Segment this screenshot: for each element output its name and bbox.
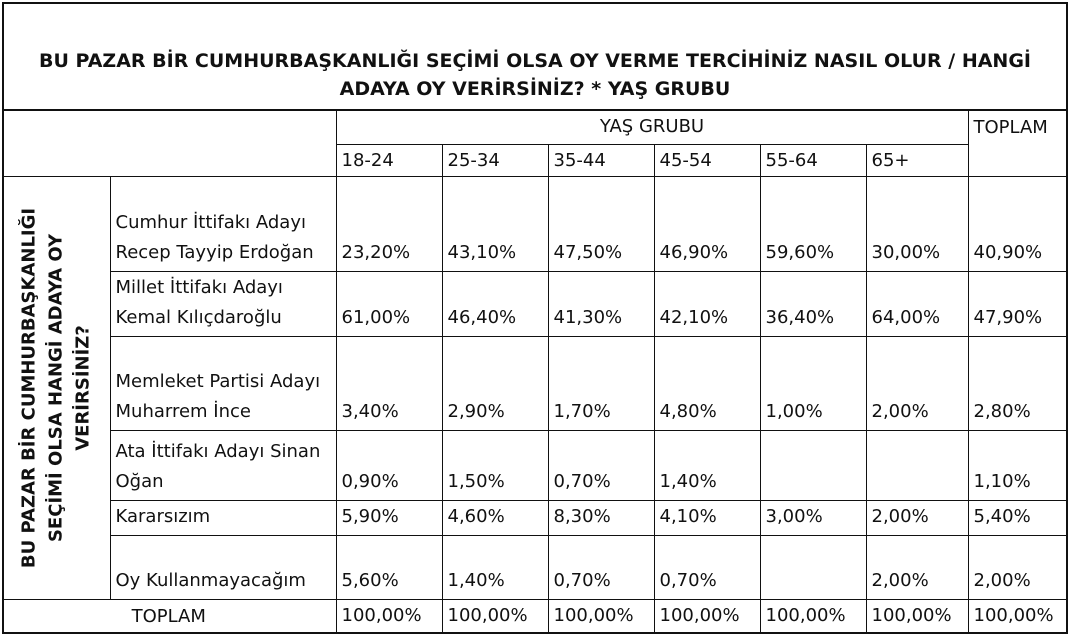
cell-value: 64,00% [866, 271, 968, 336]
age-group-header: YAŞ GRUBU [336, 111, 968, 144]
grand-total: 100,00% [968, 600, 1068, 634]
cell-value: 59,60% [760, 177, 866, 271]
cell-value: 46,90% [654, 177, 760, 271]
row-label: Memleket Partisi Adayı Muharrem İnce [110, 336, 336, 430]
cell-value: 1,40% [654, 431, 760, 501]
table-row [2, 177, 1068, 271]
title-line-1: BU PAZAR BİR CUMHURBAŞKANLIĞI SEÇİMİ OLSA OY VERME TERCİHİNİZ NASIL OLUR / HANGİ [39, 50, 1031, 72]
cell-value: 42,10% [654, 271, 760, 336]
cell-value: 47,50% [548, 177, 654, 271]
table-title [2, 2, 1068, 111]
header-row-1 [2, 111, 1068, 144]
age-header: 25-34 [442, 144, 548, 176]
total-row [2, 600, 1068, 634]
cell-value: 0,70% [548, 431, 654, 501]
row-total: 2,00% [968, 535, 1068, 600]
table-row [2, 336, 1068, 430]
cell-value: 8,30% [548, 501, 654, 535]
row-total: 2,80% [968, 336, 1068, 430]
total-row-label: TOPLAM [2, 600, 336, 634]
cell-value: 1,40% [442, 535, 548, 600]
cell-value [760, 431, 866, 501]
cell-value: 2,00% [866, 535, 968, 600]
title-line-2: ADAYA OY VERİRSİNİZ? * YAŞ GRUBU [339, 78, 731, 100]
cell-value: 2,00% [866, 336, 968, 430]
cell-value: 5,60% [336, 535, 442, 600]
row-total: 1,10% [968, 431, 1068, 501]
age-header: 18-24 [336, 144, 442, 176]
cell-value: 3,40% [336, 336, 442, 430]
age-header: 65+ [866, 144, 968, 176]
total-cell: 100,00% [442, 600, 548, 634]
row-group-label-cell [2, 177, 110, 600]
total-cell: 100,00% [336, 600, 442, 634]
row-label: Kararsızım [110, 501, 336, 535]
cell-value: 5,90% [336, 501, 442, 535]
row-total: 5,40% [968, 501, 1068, 535]
cell-value [866, 431, 968, 501]
age-header: 45-54 [654, 144, 760, 176]
table-row [2, 271, 1068, 336]
row-label: Cumhur İttifakı Adayı Recep Tayyip Erdoğan [110, 177, 336, 271]
total-cell: 100,00% [654, 600, 760, 634]
corner-cell [2, 111, 336, 177]
row-group-label: BU PAZAR BİR CUMHURBAŞKANLIĞI SEÇİMİ OLSA HANGİ ADAYA OY VERİRSİNİZ? [18, 208, 94, 569]
cell-value: 3,00% [760, 501, 866, 535]
cell-value: 2,00% [866, 501, 968, 535]
cell-value: 36,40% [760, 271, 866, 336]
cell-value: 46,40% [442, 271, 548, 336]
table-row [2, 535, 1068, 600]
cell-value: 1,70% [548, 336, 654, 430]
age-header: 35-44 [548, 144, 654, 176]
row-total: 47,90% [968, 271, 1068, 336]
row-label: Ata İttifakı Adayı Sinan Oğan [110, 431, 336, 501]
cell-value: 61,00% [336, 271, 442, 336]
row-label: Millet İttifakı Adayı Kemal Kılıçdaroğlu [110, 271, 336, 336]
total-cell: 100,00% [548, 600, 654, 634]
cell-value: 23,20% [336, 177, 442, 271]
total-cell: 100,00% [760, 600, 866, 634]
cell-value [760, 535, 866, 600]
row-label: Oy Kullanmayacağım [110, 535, 336, 600]
cell-value: 0,70% [654, 535, 760, 600]
cell-value: 41,30% [548, 271, 654, 336]
cell-value: 0,70% [548, 535, 654, 600]
cell-value: 1,00% [760, 336, 866, 430]
cell-value: 4,60% [442, 501, 548, 535]
cell-value: 4,10% [654, 501, 760, 535]
cell-value: 43,10% [442, 177, 548, 271]
cell-value: 1,50% [442, 431, 548, 501]
cell-value: 30,00% [866, 177, 968, 271]
total-header: TOPLAM [968, 111, 1068, 177]
cell-value: 0,90% [336, 431, 442, 501]
table-row [2, 431, 1068, 501]
row-total: 40,90% [968, 177, 1068, 271]
total-cell: 100,00% [866, 600, 968, 634]
table-row [2, 501, 1068, 535]
cell-value: 2,90% [442, 336, 548, 430]
cell-value: 4,80% [654, 336, 760, 430]
crosstab-table [2, 111, 1068, 634]
age-header: 55-64 [760, 144, 866, 176]
